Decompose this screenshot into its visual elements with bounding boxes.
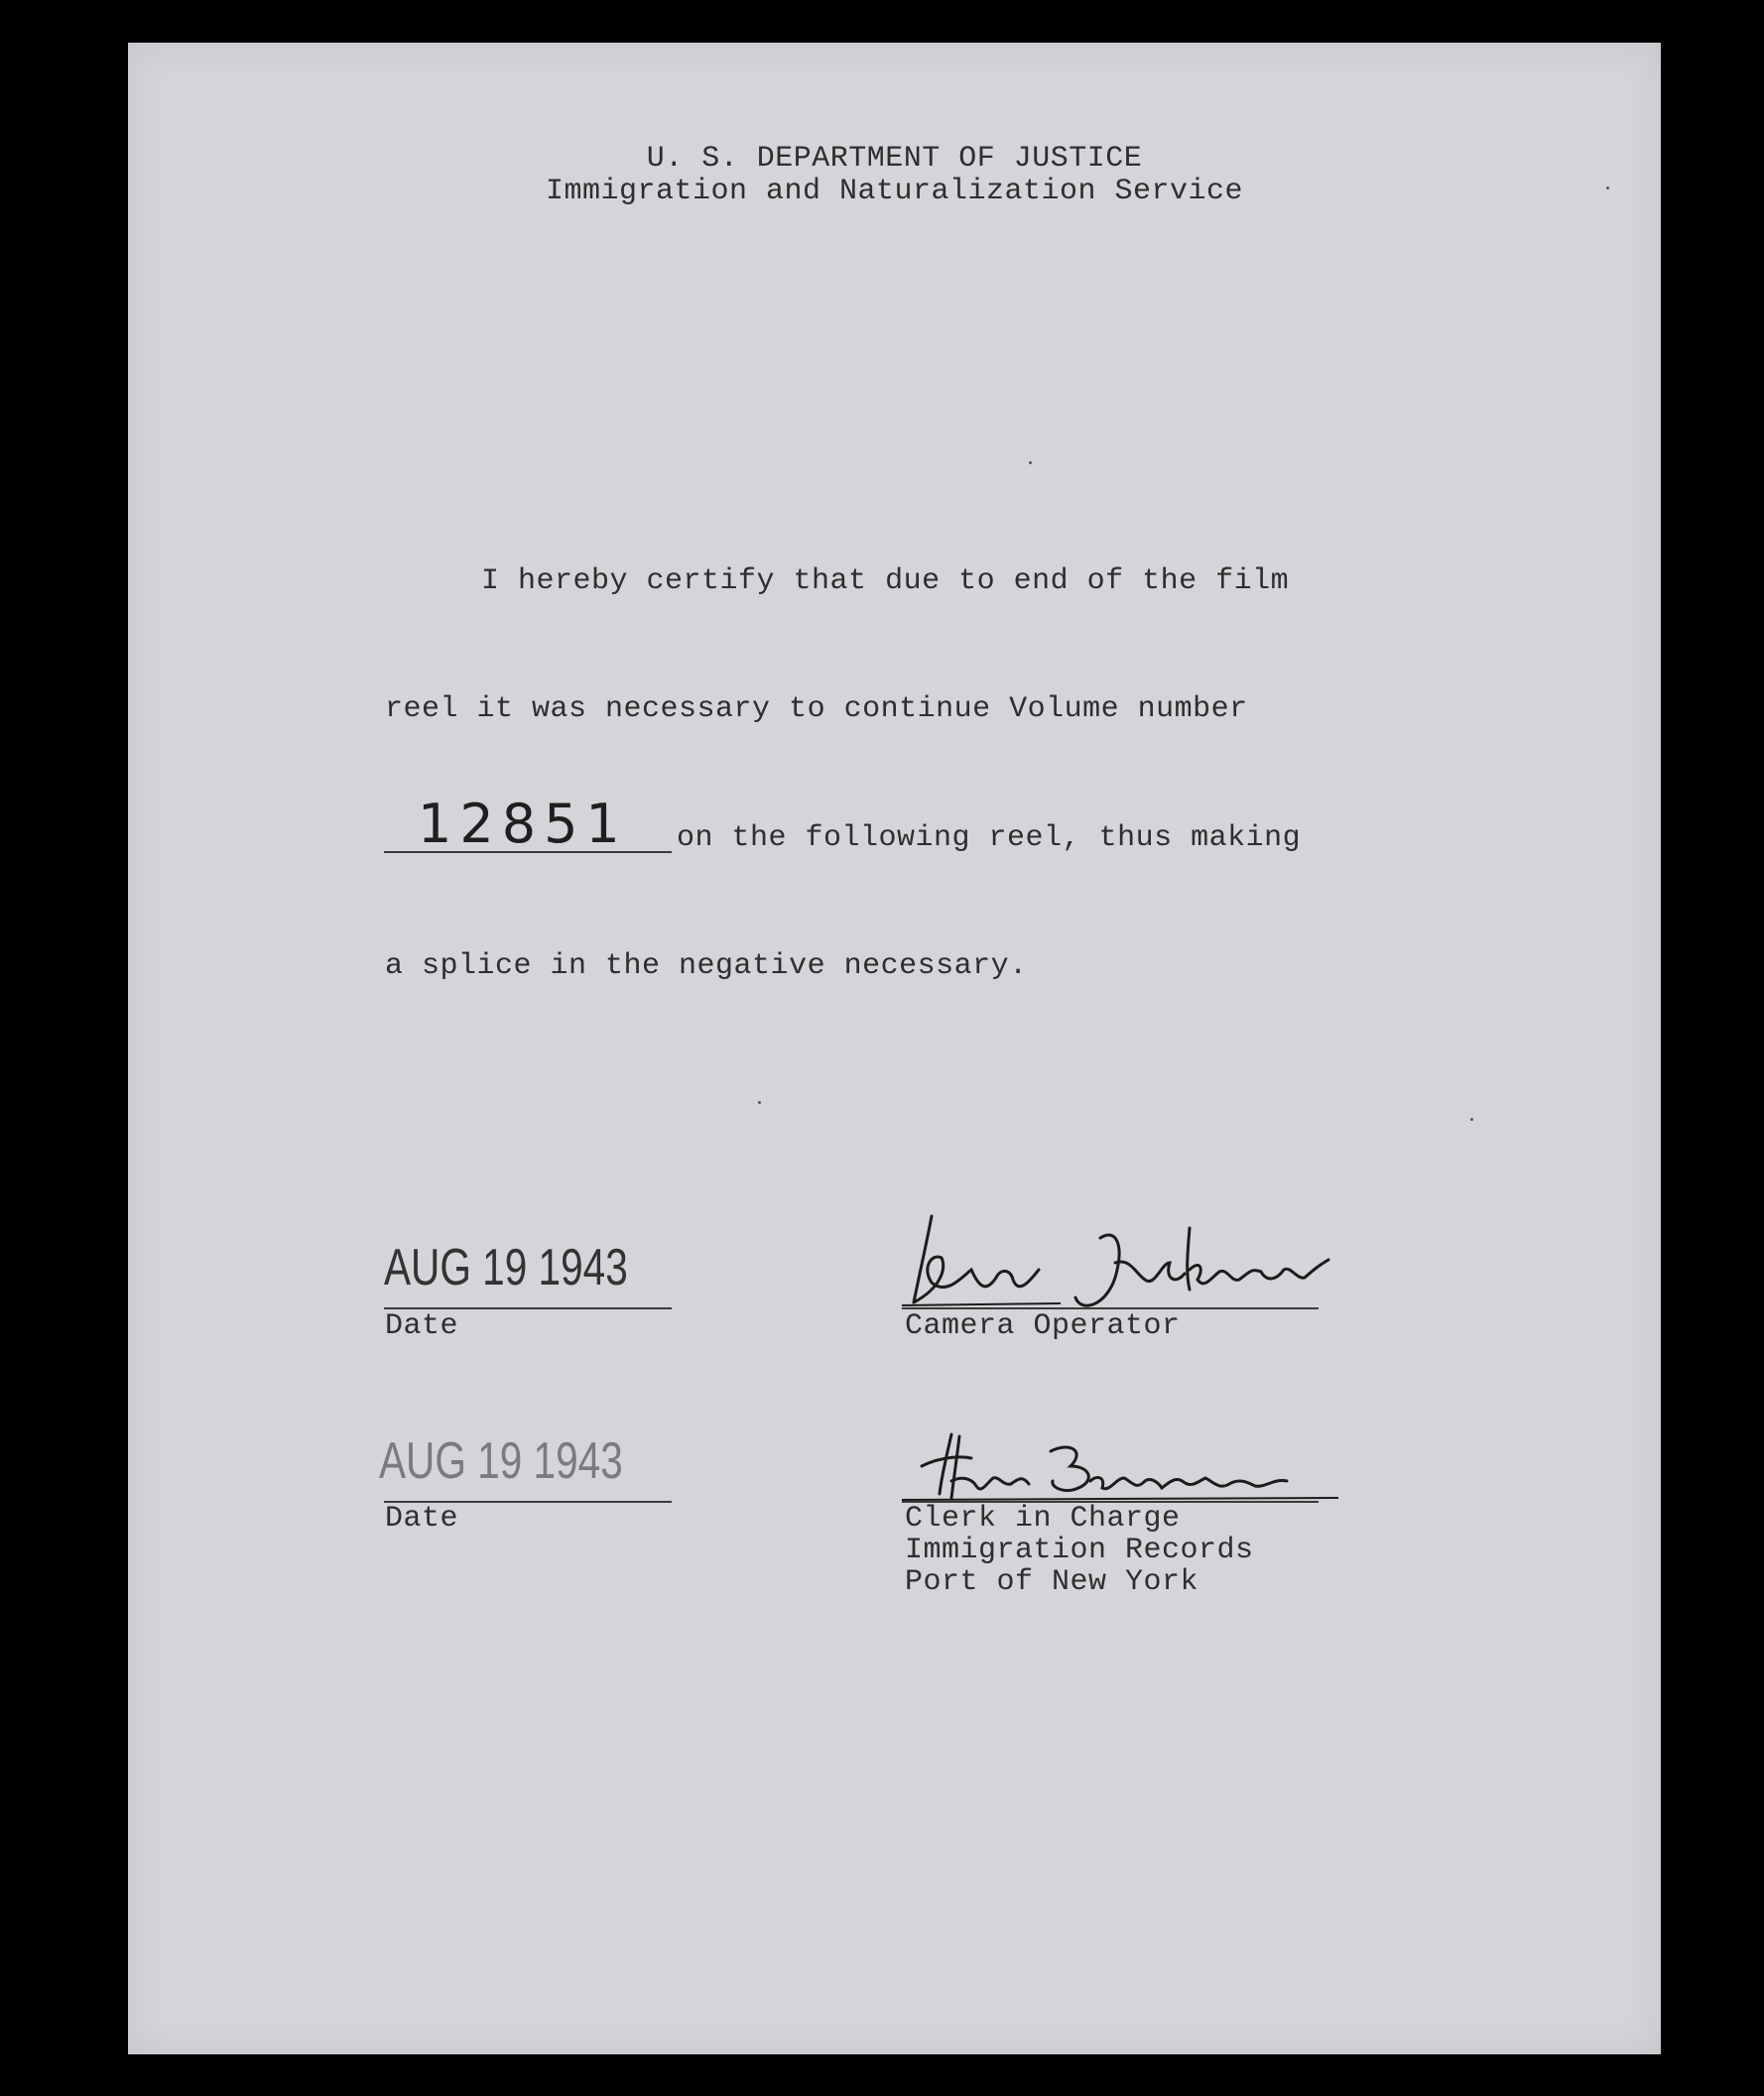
date-stamp-1: AUG 19 1943 <box>384 1239 628 1296</box>
film-speck <box>1470 1118 1473 1121</box>
date-stamp-2: AUG 19 1943 <box>379 1432 623 1490</box>
camera-operator-label: Camera Operator <box>905 1309 1181 1343</box>
certification-line-2: reel it was necessary to continue Volume number <box>385 692 1248 726</box>
volume-number-underline <box>384 851 672 853</box>
camera-operator-signature <box>902 1208 1348 1317</box>
certification-line-3: on the following reel, thus making <box>677 821 1302 855</box>
certification-line-1: I hereby certify that due to end of the film <box>481 564 1290 598</box>
film-speck <box>758 1101 761 1104</box>
clerk-port: Port of New York <box>905 1565 1199 1599</box>
clerk-label: Clerk in Charge <box>905 1502 1181 1536</box>
document-page <box>128 43 1661 2054</box>
volume-number-handwritten: 12851 <box>418 793 628 855</box>
service-heading: Immigration and Naturalization Service <box>545 175 1244 208</box>
clerk-office: Immigration Records <box>905 1534 1254 1567</box>
date-label-1: Date <box>385 1309 459 1343</box>
film-speck <box>1029 461 1032 464</box>
department-heading: U. S. DEPARTMENT OF JUSTICE <box>646 142 1143 176</box>
clerk-signature <box>902 1426 1358 1506</box>
certification-line-4: a splice in the negative necessary. <box>385 949 1028 983</box>
date-label-2: Date <box>385 1502 459 1536</box>
film-speck <box>1606 186 1609 189</box>
